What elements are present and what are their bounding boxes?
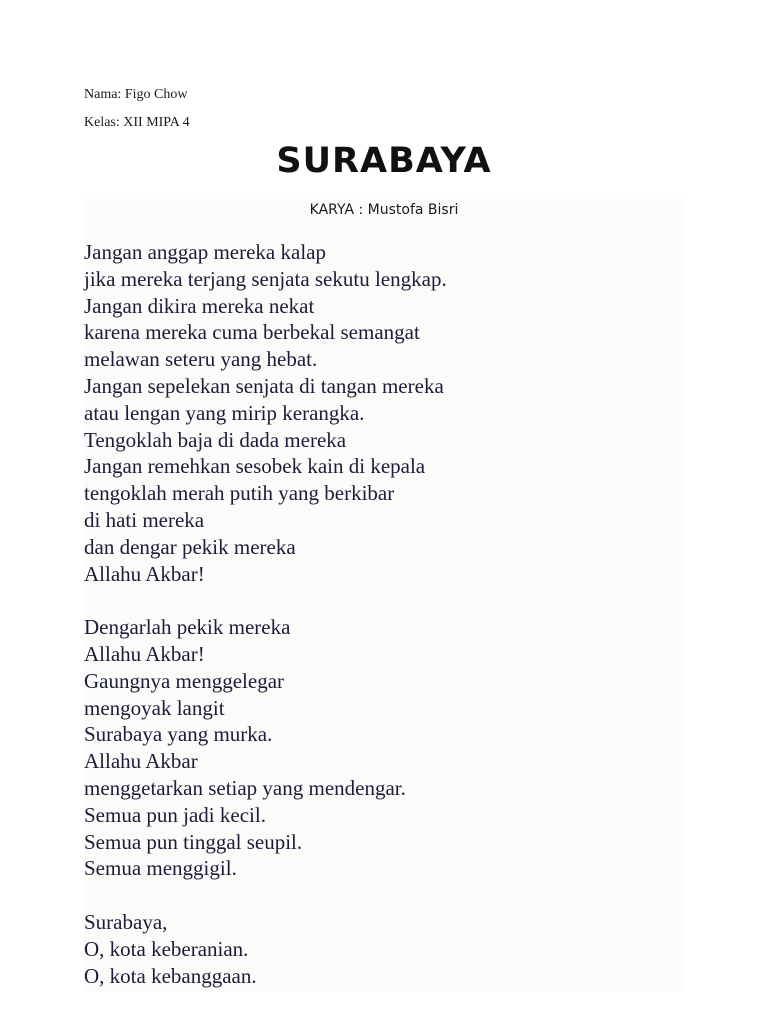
poem-line: mengoyak langit [84, 695, 225, 720]
poem-line: Surabaya yang murka. [84, 722, 273, 747]
poem-line: jika mereka terjang senjata sekutu lengkap. [84, 266, 447, 291]
poem-line: Semua pun tinggal seupil. [84, 829, 303, 854]
stanza [84, 614, 684, 882]
poem-line: Allahu Akbar [84, 749, 198, 774]
poem-line: Allahu Akbar! [84, 641, 205, 666]
poem-line: di hati mereka [84, 507, 205, 532]
poem-author: KARYA : Mustofa Bisri [309, 202, 459, 218]
poem-line: atau lengan yang mirip kerangka. [84, 400, 365, 425]
poem-line: O, kota kebanggaan. [84, 963, 257, 988]
poem-line: Tengoklah baja di dada mereka [84, 427, 347, 452]
poem-line: Jangan anggap mereka kalap [84, 240, 326, 264]
stanza [84, 239, 684, 587]
poem-body [84, 239, 684, 989]
poem-line: tengoklah merah putih yang berkibar [84, 481, 395, 506]
poem-container [84, 199, 684, 992]
poem-line: Semua pun jadi kecil. [84, 802, 266, 827]
poem-line: Jangan sepelekan senjata di tangan mereka [84, 373, 444, 398]
poem-line: Surabaya, [84, 909, 168, 934]
poem-line: Jangan remehkan sesobek kain di kepala [84, 454, 426, 479]
poem-line: menggetarkan setiap yang mendengar. [84, 775, 406, 800]
poem-line: Semua menggigil. [84, 856, 237, 881]
poem-line: O, kota keberanian. [84, 936, 249, 961]
poem-line: karena mereka cuma berbekal semangat [84, 320, 420, 345]
poem-line: Gaungnya menggelegar [84, 668, 285, 693]
poem-line: Dengarlah pekik mereka [84, 615, 291, 640]
poem-line: dan dengar pekik mereka [84, 534, 296, 559]
student-class: Kelas: XII MIPA 4 [84, 115, 190, 130]
stanza-break [84, 587, 684, 614]
poem-title: SURABAYA [276, 141, 492, 181]
poem-line: Allahu Akbar! [84, 561, 205, 586]
poem-line: melawan seteru yang hebat. [84, 347, 318, 372]
stanza-break [84, 882, 684, 909]
poem-line: Jangan dikira mereka nekat [84, 293, 315, 318]
stanza [84, 909, 684, 989]
student-name: Nama: Figo Chow [84, 87, 188, 102]
